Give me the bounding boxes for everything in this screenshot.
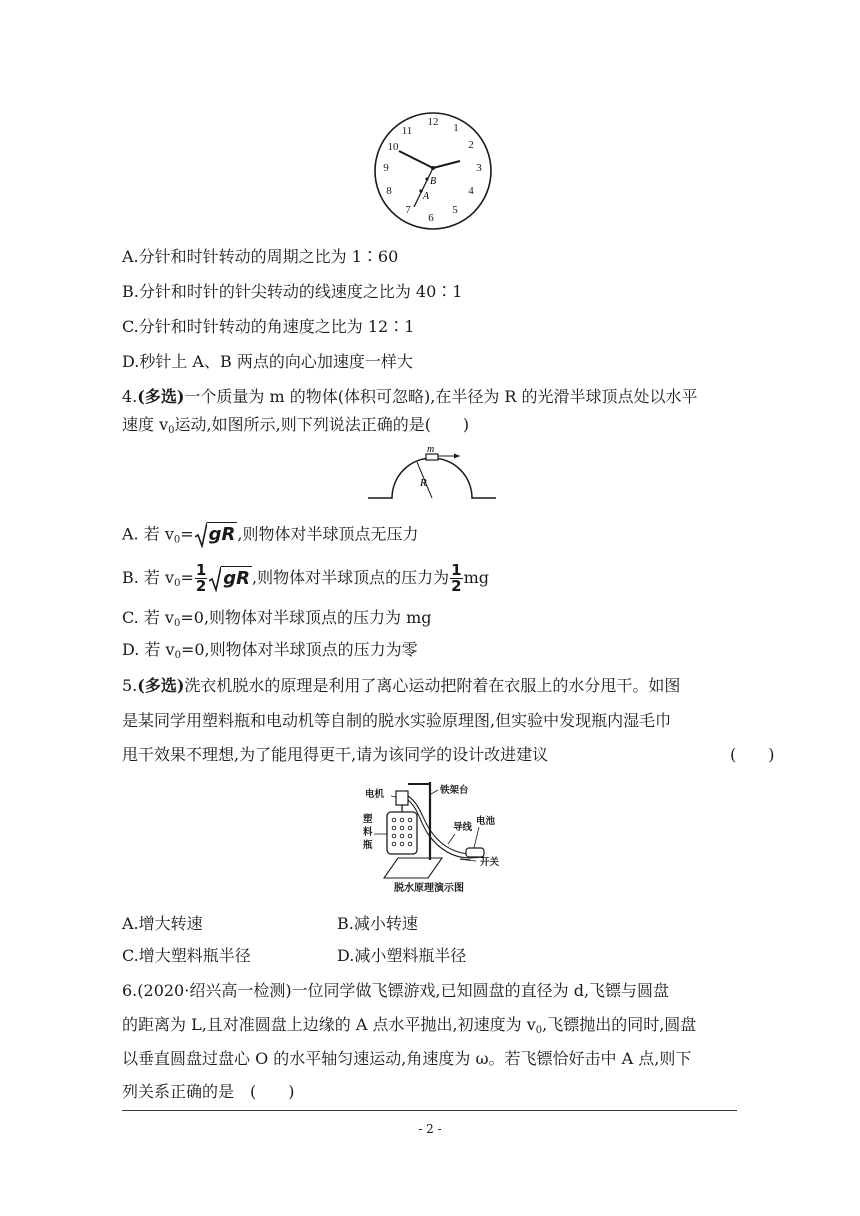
q5-option-c: C.增大塑料瓶半径	[122, 946, 251, 965]
q6-stem-line3: 以垂直圆盘过盘心 O 的水平轴匀速运动,角速度为 ω。若飞镖恰好击中 A 点,则下	[122, 1049, 692, 1068]
clock-num-1: 1	[453, 122, 459, 134]
clock-figure	[372, 110, 494, 232]
q4-option-d: D. 若 $v_0=0$,则物体对半球顶点的压力为零	[122, 640, 418, 661]
clock-num-3: 3	[476, 162, 482, 174]
footer-rule	[122, 1110, 737, 1111]
q6-stem-line2: 的距离为 L,且对准圆盘上边缘的 A 点水平抛出,初速度为 $v_0$,飞镖抛出的同时,圆盘	[122, 1015, 697, 1036]
q5-option-a: A.增大转速	[122, 914, 203, 933]
label-bottle-3: 瓶	[363, 840, 373, 851]
label-stand: 铁架台	[440, 785, 469, 796]
q4-stem-line2: 速度 $v_0$运动,如图所示,则下列说法正确的是( )	[122, 415, 470, 436]
label-r: R	[420, 477, 427, 489]
q5-answer-paren: ( )	[730, 745, 775, 764]
wire	[408, 796, 484, 854]
label-m: m	[427, 445, 435, 455]
sqrt-gr: gR	[195, 522, 238, 548]
fraction-half: $\frac{1}{2}$	[195, 561, 207, 595]
label-bottle-2: 料	[363, 827, 373, 838]
q6-stem-line1: 6.(2020·绍兴高一检测)一位同学做飞镖游戏,已知圆盘的直径为 d,飞镖与圆盘	[122, 981, 670, 1000]
clock-num-8: 8	[386, 185, 392, 197]
label-b: B	[430, 176, 437, 187]
label-a: A	[423, 191, 430, 202]
q4-option-b: B. 若 $v_0=$ $\frac{1}{2}$ gR ,则物体对半球顶点的压力为 $\frac{1}{2}$ mg	[122, 561, 489, 595]
velocity-arrow	[454, 454, 460, 459]
spin-dryer-figure	[358, 778, 520, 900]
motor-body	[396, 791, 408, 805]
sqrt-gr: gR	[209, 566, 252, 592]
q5-option-b: B.减小转速	[337, 914, 418, 933]
clock-num-9: 9	[383, 162, 389, 174]
clock-num-11: 11	[401, 125, 413, 137]
q4-option-a: A. 若 $v_0=$ gR ,则物体对半球顶点无压力	[122, 522, 418, 552]
hemisphere-figure	[364, 445, 500, 501]
stand-base	[384, 858, 442, 878]
label-bottle-1: 塑	[363, 814, 373, 825]
clock-num-2: 2	[468, 139, 474, 151]
minute-hand	[399, 151, 433, 168]
clock-num-12: 12	[427, 116, 439, 128]
hour-hand	[433, 161, 460, 168]
q3-option-c: C.分针和时针转动的角速度之比为 12∶1	[122, 317, 415, 336]
q3-option-a: A.分针和时针转动的周期之比为 1∶60	[122, 247, 399, 266]
q6-stem-line4: 列关系正确的是 ( )	[122, 1082, 295, 1101]
label-battery: 电池	[476, 816, 496, 827]
q4-stem-line1: 4.(多选)一个质量为 m 的物体(体积可忽略),在半径为 R 的光滑半球顶点处以水平	[122, 387, 698, 406]
page-number: - 2 -	[418, 1122, 442, 1136]
q5-stem-line3: 甩干效果不理想,为了能甩得更干,请为该同学的设计改进建议	[122, 745, 549, 764]
point-b	[425, 177, 428, 180]
clock-num-7: 7	[405, 204, 411, 216]
q3-option-b: B.分针和时针的针尖转动的线速度之比为 40∶1	[122, 282, 463, 301]
fraction-half: $\frac{1}{2}$	[451, 561, 462, 595]
clock-num-4: 4	[468, 185, 474, 197]
q3-option-d: D.秒针上 A、B 两点的向心加速度一样大	[122, 352, 413, 371]
figure-caption: 脱水原理演示图	[394, 883, 464, 894]
label-motor: 电机	[365, 789, 385, 800]
q5-multi-tag: (多选)	[137, 676, 185, 695]
q4-multi-tag: (多选)	[137, 387, 185, 406]
q5-stem-line1: 5.(多选)洗衣机脱水的原理是利用了离心运动把附着在衣服上的水分甩干。如图	[122, 676, 681, 695]
clock-num-6: 6	[428, 212, 434, 224]
label-switch: 开关	[480, 857, 500, 868]
q4-option-c: C. 若 $v_0=0$,则物体对半球顶点的压力为 mg	[122, 608, 432, 629]
clock-num-5: 5	[452, 204, 458, 216]
label-wire: 导线	[453, 822, 473, 833]
clock-num-10: 10	[387, 141, 399, 153]
battery	[466, 848, 484, 857]
q5-option-d: D.减小塑料瓶半径	[337, 946, 467, 965]
q5-stem-line2: 是某同学用塑料瓶和电动机等自制的脱水实验原理图,但实验中发现瓶内湿毛巾	[122, 711, 672, 730]
